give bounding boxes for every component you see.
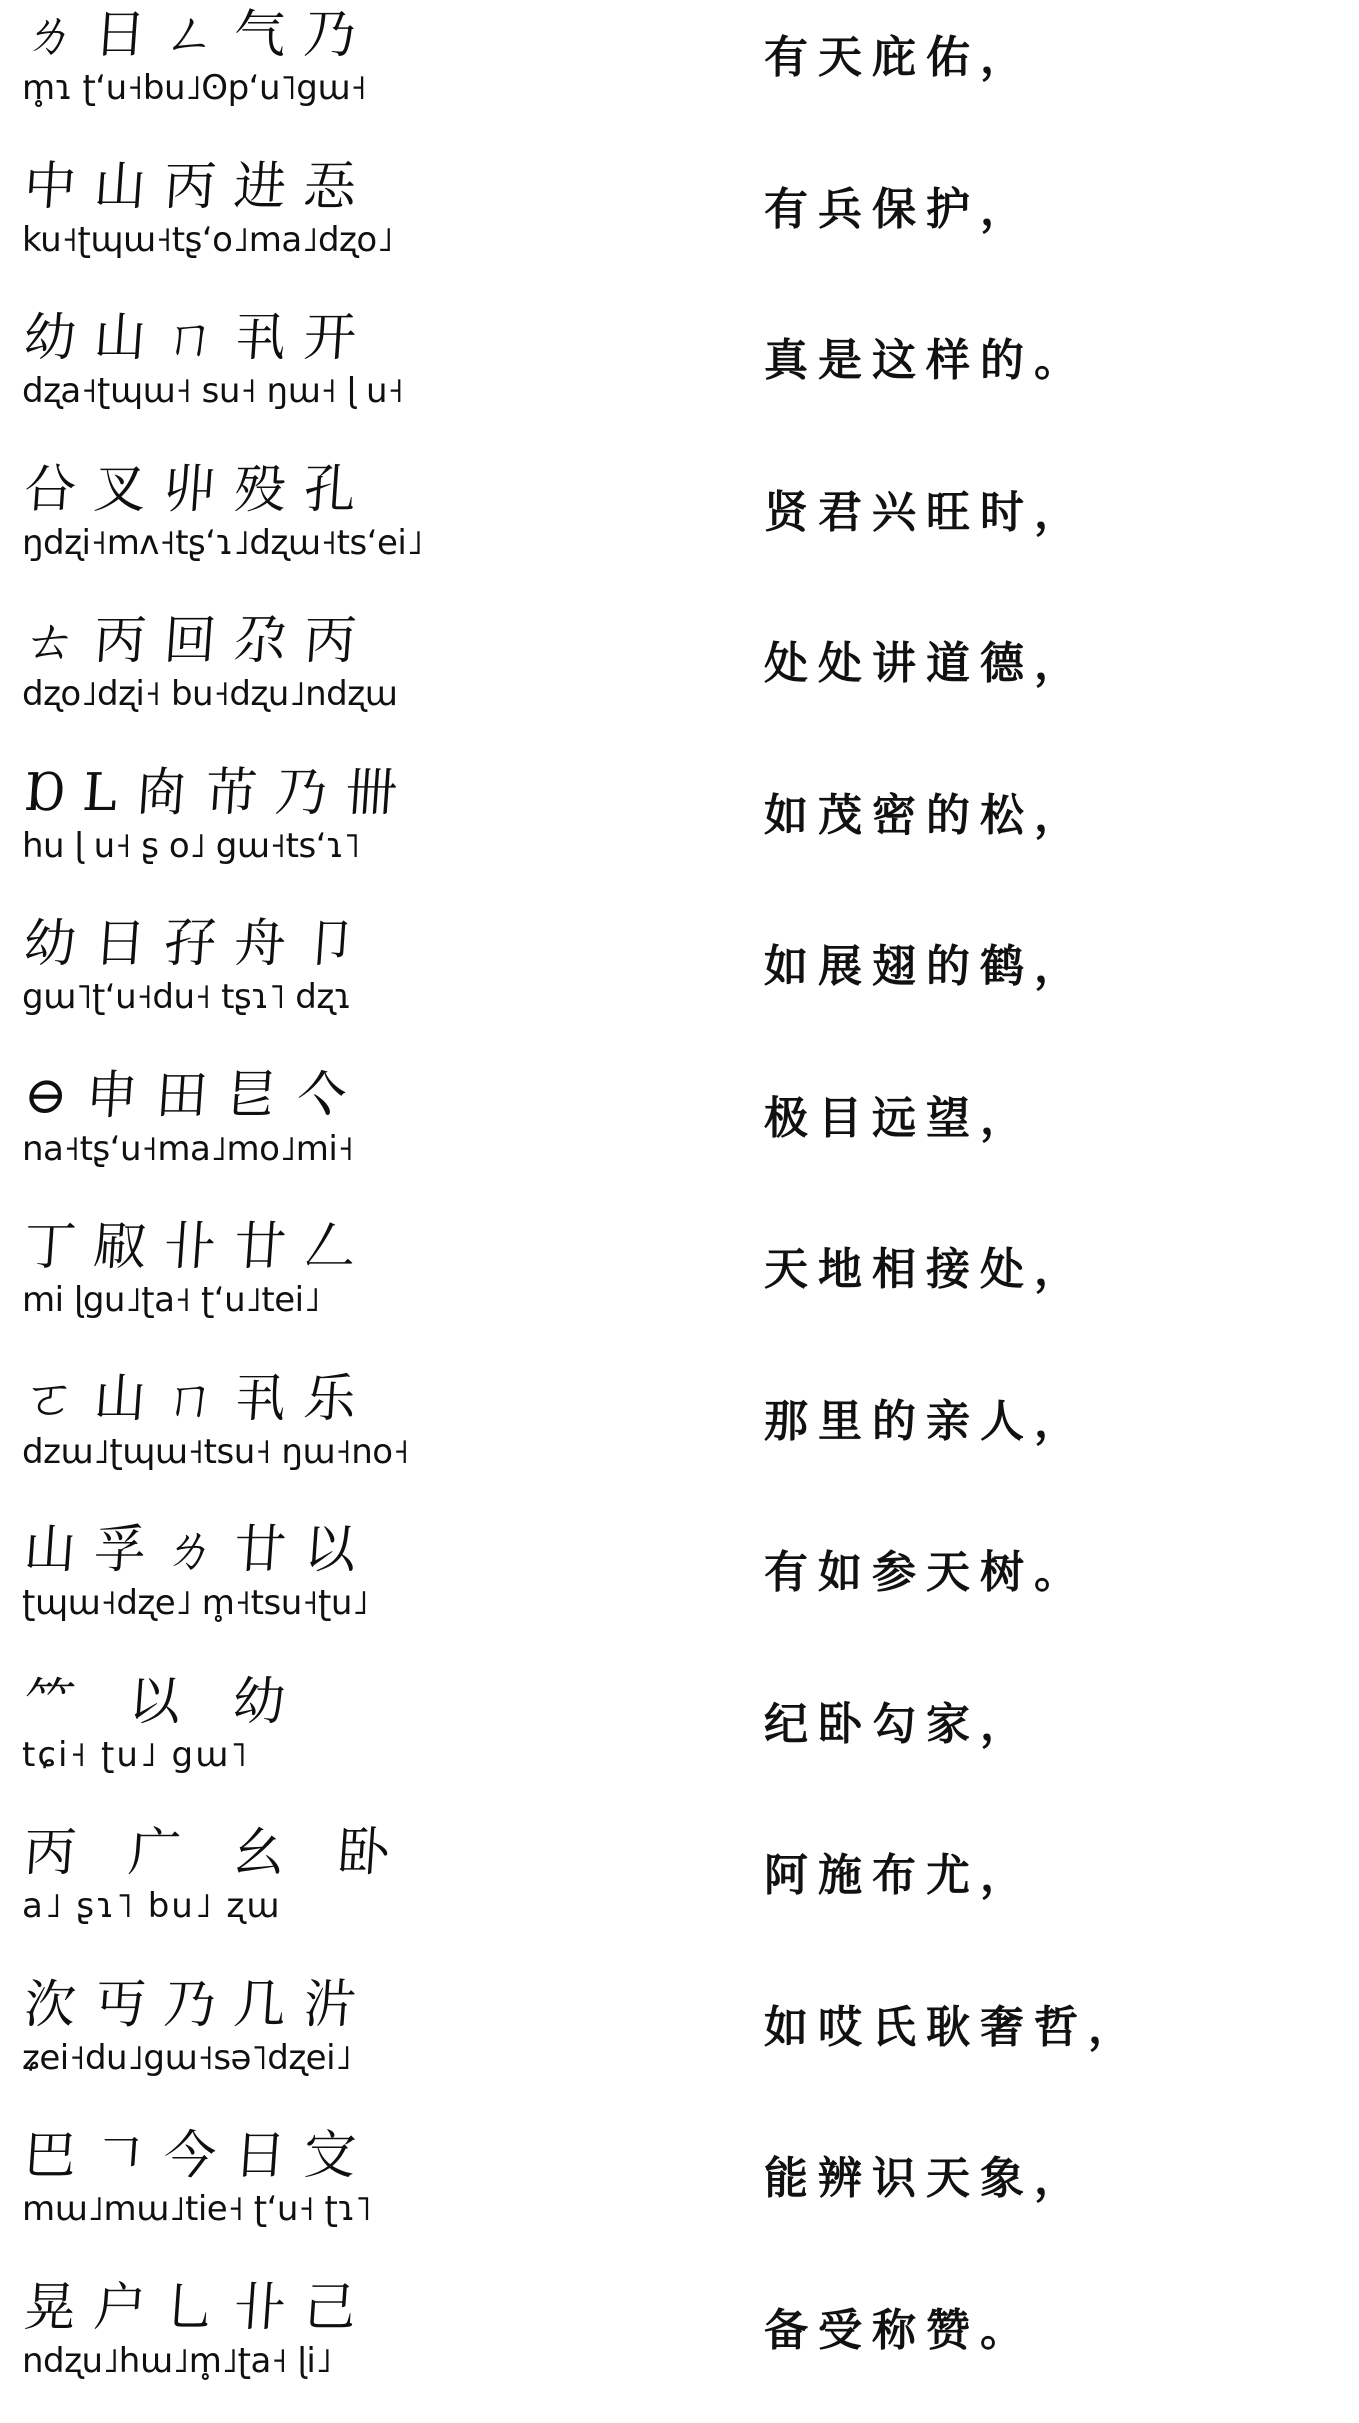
verse-row [0,1818,1359,1968]
script-glyph-line: ㄌ日ㄥ气乃 [21,5,377,65]
script-glyph-line: 山孚ㄌ廿以 [21,1520,377,1580]
verse-row [0,455,1359,605]
phonetic-transcription: m̥ɿ ʈʻu˧bu˩ʘpʻu˥gɯ˧ [22,68,367,108]
source-script-cell [14,1667,454,1789]
chinese-translation: 真是这样的。 [764,335,1088,386]
script-glyph-line: 丙 ⼴ ⺓ 卧 [21,1823,410,1883]
source-script-cell [14,606,454,728]
verse-row [0,1364,1359,1514]
phonetic-transcription: hu ɭ u˧ ʂ o˩ gɯ˧tsʻɿ˥ [22,826,360,866]
script-glyph-line: 幼山ㄇ丮开 [21,308,377,368]
source-script-cell [14,1970,454,2092]
chinese-translation: 那里的亲人， [764,1396,1088,1447]
verse-row [0,606,1359,756]
phonetic-transcription: mi ɭgu˩ʈa˧ ʈʻu˩tei˩ [22,1280,320,1320]
script-glyph-line: ㄊ丙回尕丙 [21,611,377,671]
source-script-cell [14,0,454,122]
verse-row [0,2273,1359,2423]
script-glyph-line: ⺮ 以 幼 [21,1672,306,1732]
verse-row [0,1970,1359,2120]
phonetic-transcription: a˩ ʂɿ˥ bu˩ ʐɯ [22,1886,282,1926]
script-glyph-line: 巴𠃍今日㝊 [21,2126,377,2186]
source-script-cell [14,455,454,577]
source-script-cell [14,1212,454,1334]
script-glyph-line: ⊖申田㫐亽 [21,1066,368,1126]
phonetic-transcription: ku˧ʈɰɯ˧tʂʻo˩ma˩dʐo˩ [22,220,393,260]
phonetic-transcription: ʑei˧du˩gɯ˧sə˥dʐei˩ [22,2038,352,2078]
chinese-translation: 贤君兴旺时， [764,487,1088,538]
chinese-translation: 备受称赞。 [764,2305,1034,2356]
chinese-translation: 处处讲道德， [764,638,1088,689]
source-script-cell [14,2273,454,2395]
chinese-translation: 有如参天树。 [764,1547,1088,1598]
chinese-translation: 极目远望， [764,1093,1034,1144]
script-glyph-line: 幼日孖舟⼙ [21,914,377,974]
phonetic-transcription: ndʐu˩hɯ˩m̥˩ʈa˧ ɭi˩ [22,2341,332,2381]
chinese-translation: 能辨识天象， [764,2153,1088,2204]
chinese-translation: 天地相接处， [764,1244,1088,1295]
chinese-translation: 阿施布尤， [764,1850,1034,1901]
chinese-translation: 如茂密的松， [764,790,1088,841]
source-script-cell [14,1818,454,1940]
script-glyph-line: ⱰL㕯芇乃卌 [21,763,418,823]
verse-row [0,1212,1359,1362]
verse-row [0,2121,1359,2271]
phonetic-transcription: dʐo˩dʐi˧ bu˧dʐu˩ndʐɯ [22,674,398,714]
script-glyph-line: 丁㕞卝廿𠃋 [21,1217,377,1277]
chinese-translation: 有兵保护， [764,184,1034,235]
verse-row [0,1667,1359,1817]
verse-row [0,1515,1359,1665]
script-glyph-line: 㕣叉丱殁孔 [21,460,377,520]
script-glyph-line: ㄛ山ㄇ丮乐 [21,1369,377,1429]
source-script-cell [14,1515,454,1637]
phonetic-transcription: mɯ˩mɯ˩tie˧ ʈʻu˧ ʈɿ˥ [22,2189,372,2229]
phonetic-transcription: tɕi˧ ʈu˩ gɯ˥ [22,1735,249,1775]
phonetic-transcription: ʈɰɯ˧dʐe˩ m̥˧tsu˧ʈu˩ [22,1583,369,1623]
chinese-translation: 有天庇佑， [764,32,1034,83]
chinese-translation: 如展翅的鹤， [764,941,1088,992]
source-script-cell [14,1061,454,1183]
verse-row [0,303,1359,453]
verse-row [0,0,1359,150]
chinese-translation: 纪卧勾家， [764,1699,1034,1750]
phonetic-transcription: dzɯ˩ʈɰɯ˧tsu˧ ŋɯ˧no˧ [22,1432,409,1472]
script-glyph-line: 㳄丏乃几沜 [21,1975,377,2035]
source-script-cell [14,909,454,1031]
phonetic-transcription: gɯ˥ʈʻu˧du˧ tʂɿ˥ dʐɿ [22,977,352,1017]
source-script-cell [14,758,454,880]
source-script-cell [14,152,454,274]
source-script-cell [14,2121,454,2243]
chinese-translation: 如哎氏耿奢哲， [764,2002,1142,2053]
verse-row [0,758,1359,908]
verse-row [0,909,1359,1059]
script-glyph-line: 晃户乚卝己 [21,2278,377,2338]
verse-row [0,152,1359,302]
script-glyph-line: 中山丙进忢 [21,157,377,217]
verse-row [0,1061,1359,1211]
phonetic-transcription: ŋdʐi˧mʌ˧tʂʻɿ˩dʐɯ˧tsʻei˩ [22,523,423,563]
phonetic-transcription: dʐa˧ʈɰɯ˧ su˧ ŋɯ˧ ɭ u˧ [22,371,404,411]
phonetic-transcription: na˧tʂʻu˧ma˩mo˩mi˧ [22,1129,354,1169]
source-script-cell [14,303,454,425]
source-script-cell [14,1364,454,1486]
